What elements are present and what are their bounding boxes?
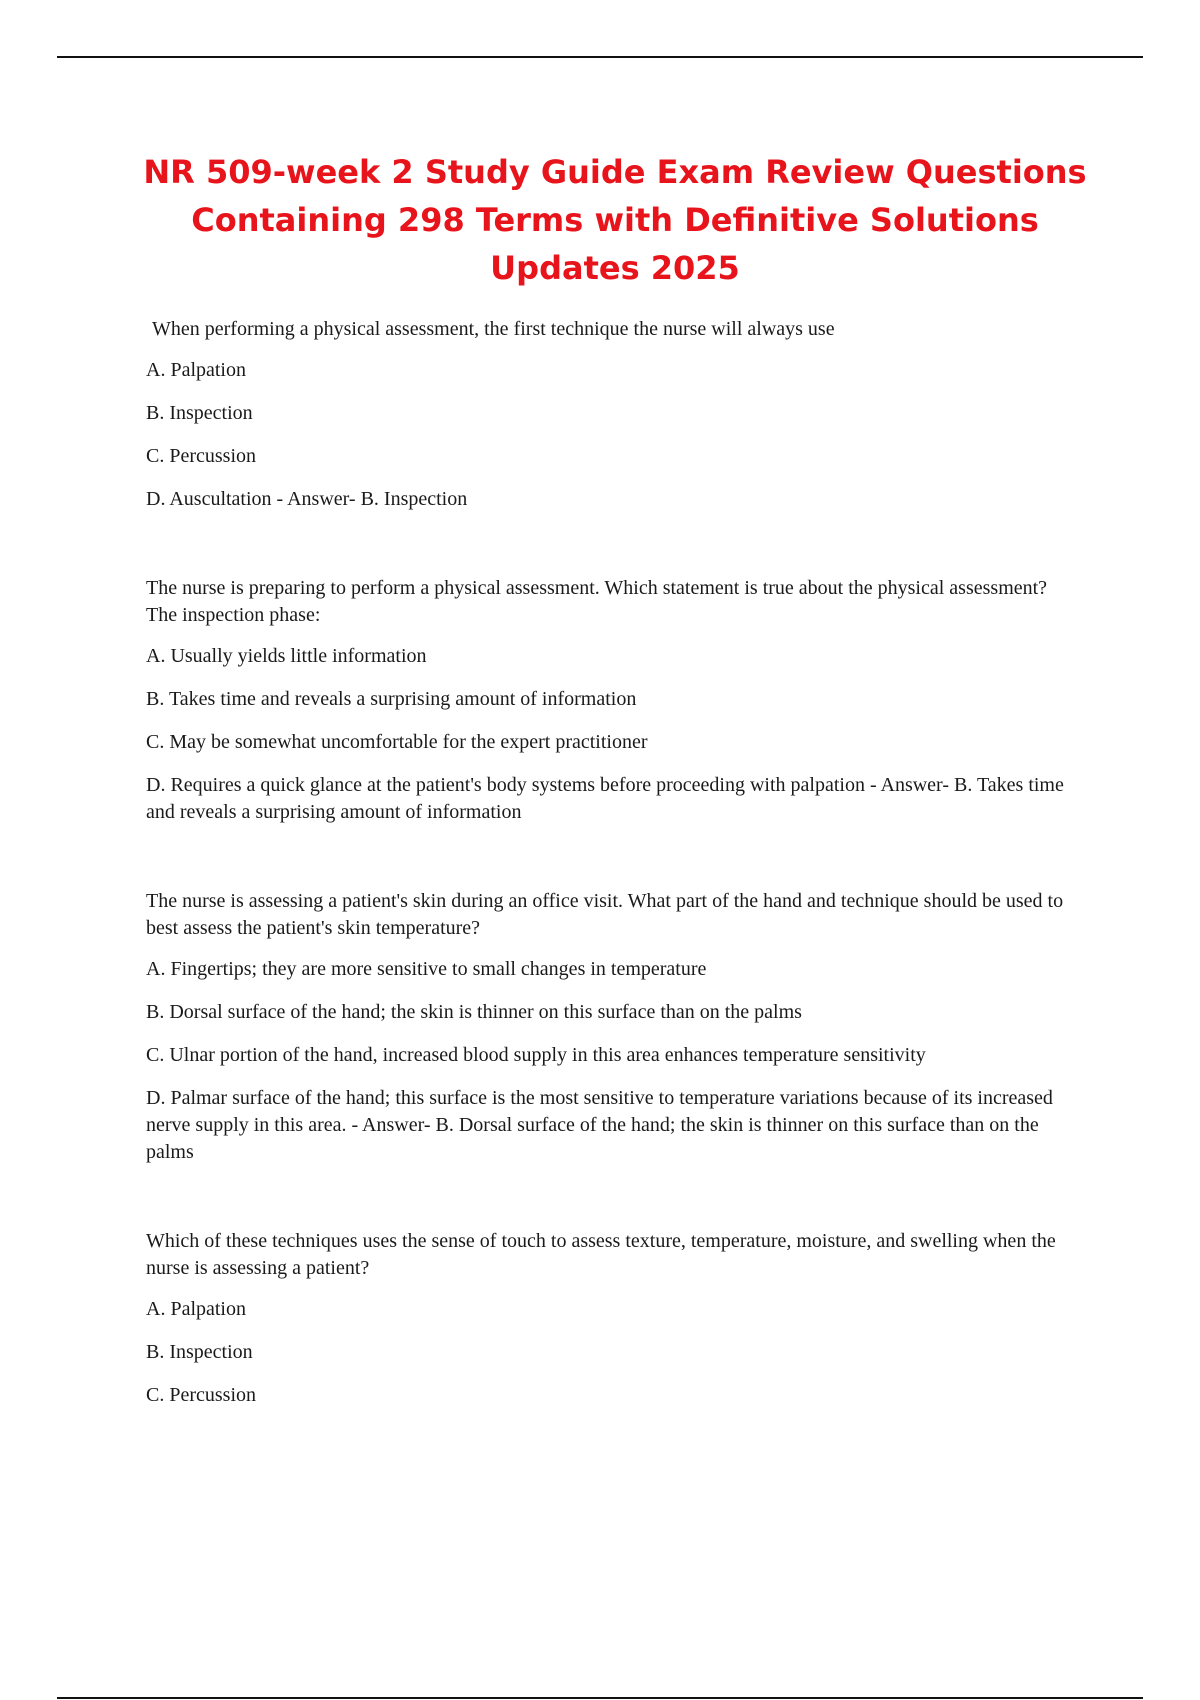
title-line: NR 509-week 2 Study Guide Exam Review Questions — [143, 153, 1087, 191]
answer-option: D. Requires a quick glance at the patient's body systems before proceeding with palpation - Answer- B. Takes time and reveals a surprising amount of information — [146, 774, 1064, 823]
top-rule — [57, 56, 1143, 58]
answer-option: D. Palmar surface of the hand; this surface is the most sensitive to temperature variations because of its increased nerve supply in this area. - Answer- B. Dorsal surface of the hand; the skin is thinner on this surface than on the palms — [146, 1087, 1053, 1163]
answer-option: C. May be somewhat uncomfortable for the expert practitioner — [146, 731, 648, 753]
answer-option: A. Usually yields little information — [146, 645, 427, 667]
answer-option: C. Ulnar portion of the hand, increased blood supply in this area enhances temperature sensitivity — [146, 1044, 926, 1066]
answer-option: A. Palpation — [146, 359, 246, 381]
answer-option: B. Inspection — [146, 402, 253, 424]
question-block — [146, 316, 1076, 513]
document-title — [120, 148, 1110, 292]
document-body — [146, 316, 1076, 1425]
answer-option: B. Dorsal surface of the hand; the skin is thinner on this surface than on the palms — [146, 1001, 802, 1023]
answer-option: B. Inspection — [146, 1341, 253, 1363]
title-line: Containing 298 Terms with Definitive Solutions — [191, 201, 1039, 239]
answer-option: C. Percussion — [146, 1384, 256, 1406]
bottom-rule — [57, 1697, 1143, 1699]
answer-option: B. Takes time and reveals a surprising amount of information — [146, 688, 637, 710]
question-block — [146, 575, 1076, 826]
question-text: The nurse is preparing to perform a physical assessment. Which statement is true about the physical assessment? The inspection phase: — [146, 577, 1048, 626]
answer-option: C. Percussion — [146, 445, 256, 467]
question-block — [146, 1228, 1076, 1409]
title-line: Updates 2025 — [490, 249, 740, 287]
question-text: When performing a physical assessment, the first technique the nurse will always use — [152, 318, 835, 340]
question-text: Which of these techniques uses the sense of touch to assess texture, temperature, moisture, and swelling when the nurse is assessing a patient? — [146, 1230, 1056, 1279]
answer-option: A. Palpation — [146, 1298, 246, 1320]
answer-option: D. Auscultation - Answer- B. Inspection — [146, 488, 468, 510]
question-block — [146, 888, 1076, 1166]
question-text: The nurse is assessing a patient's skin during an office visit. What part of the hand and technique should be used to best assess the patient's skin temperature? — [146, 890, 1064, 939]
answer-option: A. Fingertips; they are more sensitive to small changes in temperature — [146, 958, 707, 980]
